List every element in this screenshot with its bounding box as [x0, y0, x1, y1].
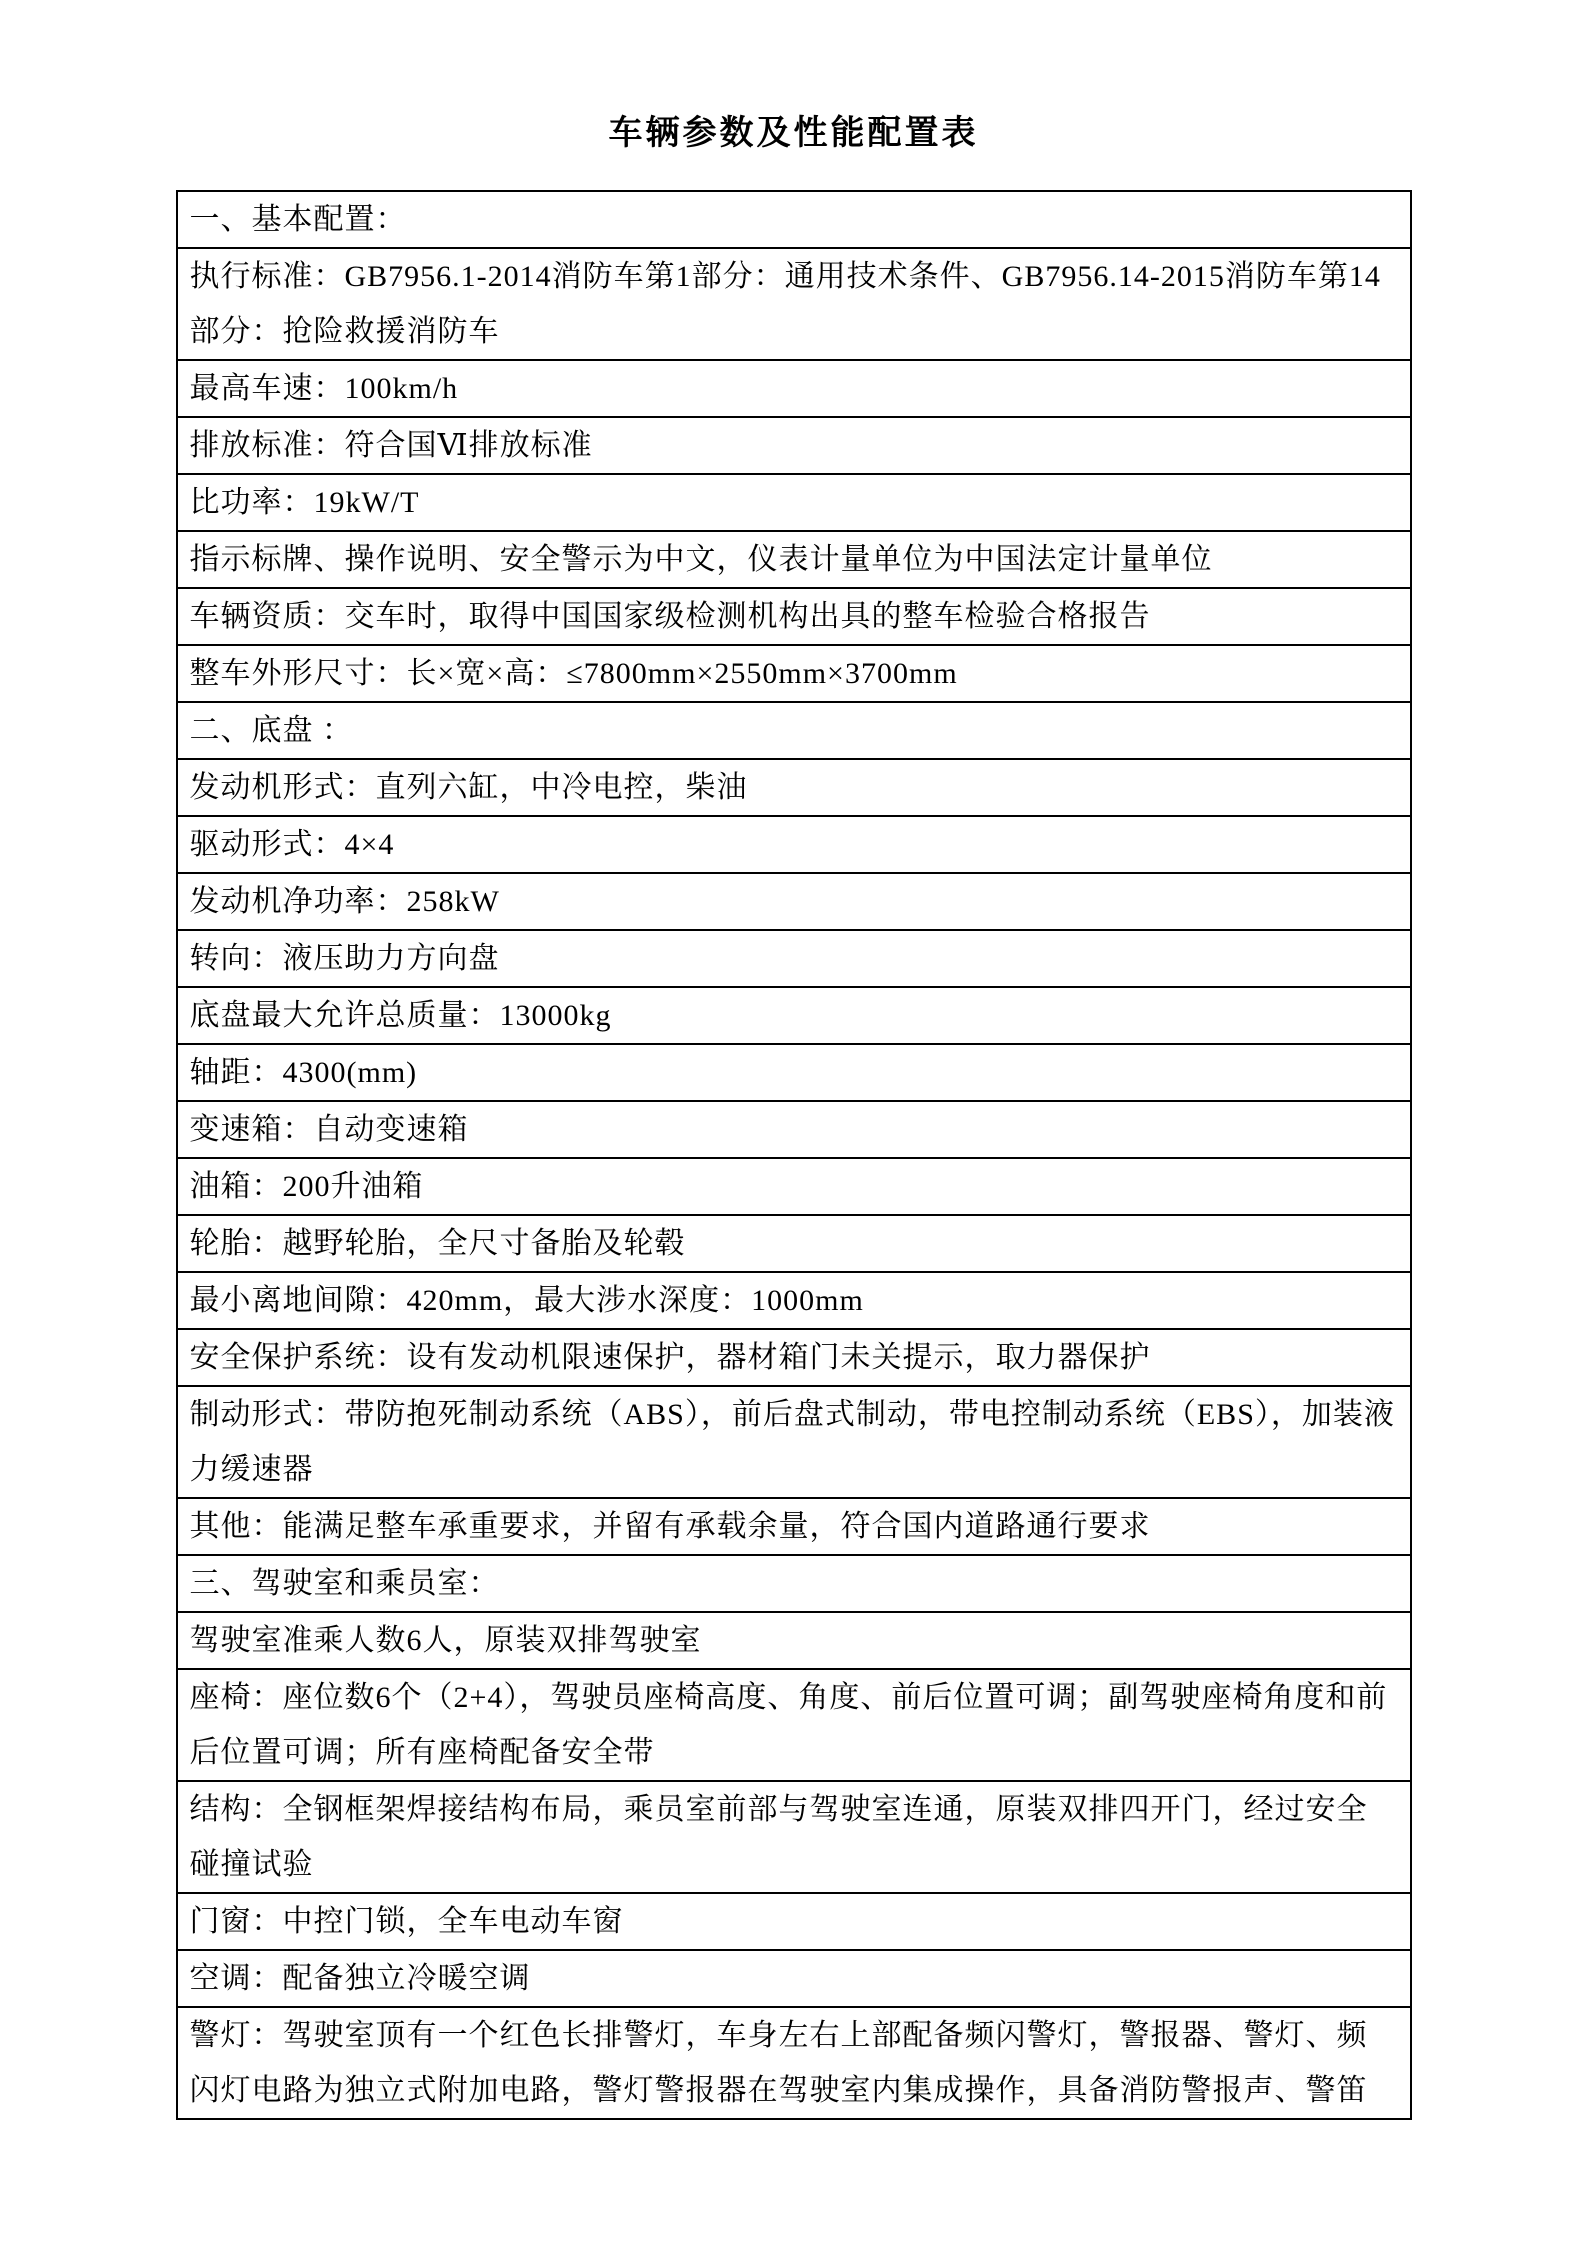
spec-text: 空调：配备独立冷暖空调: [177, 1950, 1411, 2007]
table-row: [177, 1044, 1411, 1101]
section-header-row: [177, 191, 1411, 248]
vehicle-spec-table: [176, 190, 1412, 2120]
table-row: [177, 873, 1411, 930]
spec-text: 执行标准：GB7956.1-2014消防车第1部分：通用技术条件、GB7956.14-2015消防车第14部分：抢险救援消防车: [177, 248, 1411, 360]
table-row: [177, 645, 1411, 702]
table-row: [177, 1498, 1411, 1555]
table-row: [177, 1158, 1411, 1215]
table-row: [177, 474, 1411, 531]
spec-text: 比功率：19kW/T: [177, 474, 1411, 531]
spec-text: 最小离地间隙：420mm，最大涉水深度：1000mm: [177, 1272, 1411, 1329]
spec-text: 轴距：4300(mm): [177, 1044, 1411, 1101]
spec-text: 驾驶室准乘人数6人，原装双排驾驶室: [177, 1612, 1411, 1669]
spec-text: 发动机净功率：258kW: [177, 873, 1411, 930]
section-header-text: 二、底盘 ：: [177, 702, 1411, 759]
table-row: [177, 1272, 1411, 1329]
spec-text: 变速箱：自动变速箱: [177, 1101, 1411, 1158]
section-header-row: [177, 702, 1411, 759]
table-row: [177, 588, 1411, 645]
table-row: [177, 2007, 1411, 2119]
table-row: [177, 417, 1411, 474]
section-header-text: 三、驾驶室和乘员室：: [177, 1555, 1411, 1612]
spec-text: 轮胎：越野轮胎，全尺寸备胎及轮毂: [177, 1215, 1411, 1272]
table-row: [177, 987, 1411, 1044]
table-row: [177, 1950, 1411, 2007]
table-row: [177, 1893, 1411, 1950]
spec-text: 安全保护系统：设有发动机限速保护，器材箱门未关提示，取力器保护: [177, 1329, 1411, 1386]
table-row: [177, 1781, 1411, 1893]
spec-text: 底盘最大允许总质量：13000kg: [177, 987, 1411, 1044]
spec-text: 制动形式：带防抱死制动系统（ABS），前后盘式制动，带电控制动系统（EBS），加装液力缓速器: [177, 1386, 1411, 1498]
spec-text: 其他：能满足整车承重要求，并留有承载余量，符合国内道路通行要求: [177, 1498, 1411, 1555]
spec-text: 座椅：座位数6个（2+4），驾驶员座椅高度、角度、前后位置可调；副驾驶座椅角度和前后位置可调；所有座椅配备安全带: [177, 1669, 1411, 1781]
spec-text: 车辆资质：交车时，取得中国国家级检测机构出具的整车检验合格报告: [177, 588, 1411, 645]
spec-text: 油箱：200升油箱: [177, 1158, 1411, 1215]
table-row: [177, 1101, 1411, 1158]
spec-text: 整车外形尺寸：长×宽×高：≤7800mm×2550mm×3700mm: [177, 645, 1411, 702]
table-row: [177, 1669, 1411, 1781]
table-row: [177, 930, 1411, 987]
table-row: [177, 1612, 1411, 1669]
section-header-row: [177, 1555, 1411, 1612]
table-row: [177, 759, 1411, 816]
spec-text: 驱动形式：4×4: [177, 816, 1411, 873]
page-title: 车辆参数及性能配置表: [608, 115, 979, 152]
table-row: [177, 1215, 1411, 1272]
spec-text: 门窗：中控门锁，全车电动车窗: [177, 1893, 1411, 1950]
spec-text: 警灯：驾驶室顶有一个红色长排警灯，车身左右上部配备频闪警灯，警报器、警灯、频闪灯电路为独立式附加电路，警灯警报器在驾驶室内集成操作，具备消防警报声、警笛: [177, 2007, 1411, 2119]
table-row: [177, 360, 1411, 417]
table-row: [177, 248, 1411, 360]
spec-text: 排放标准：符合国Ⅵ排放标准: [177, 417, 1411, 474]
spec-text: 发动机形式：直列六缸，中冷电控，柴油: [177, 759, 1411, 816]
table-row: [177, 816, 1411, 873]
spec-text: 指示标牌、操作说明、安全警示为中文，仪表计量单位为中国法定计量单位: [177, 531, 1411, 588]
section-header-text: 一、基本配置：: [177, 191, 1411, 248]
table-row: [177, 1329, 1411, 1386]
spec-text: 最高车速：100km/h: [177, 360, 1411, 417]
spec-text: 转向：液压助力方向盘: [177, 930, 1411, 987]
table-row: [177, 1386, 1411, 1498]
table-row: [177, 531, 1411, 588]
spec-text: 结构：全钢框架焊接结构布局，乘员室前部与驾驶室连通，原装双排四开门，经过安全碰撞试验: [177, 1781, 1411, 1893]
